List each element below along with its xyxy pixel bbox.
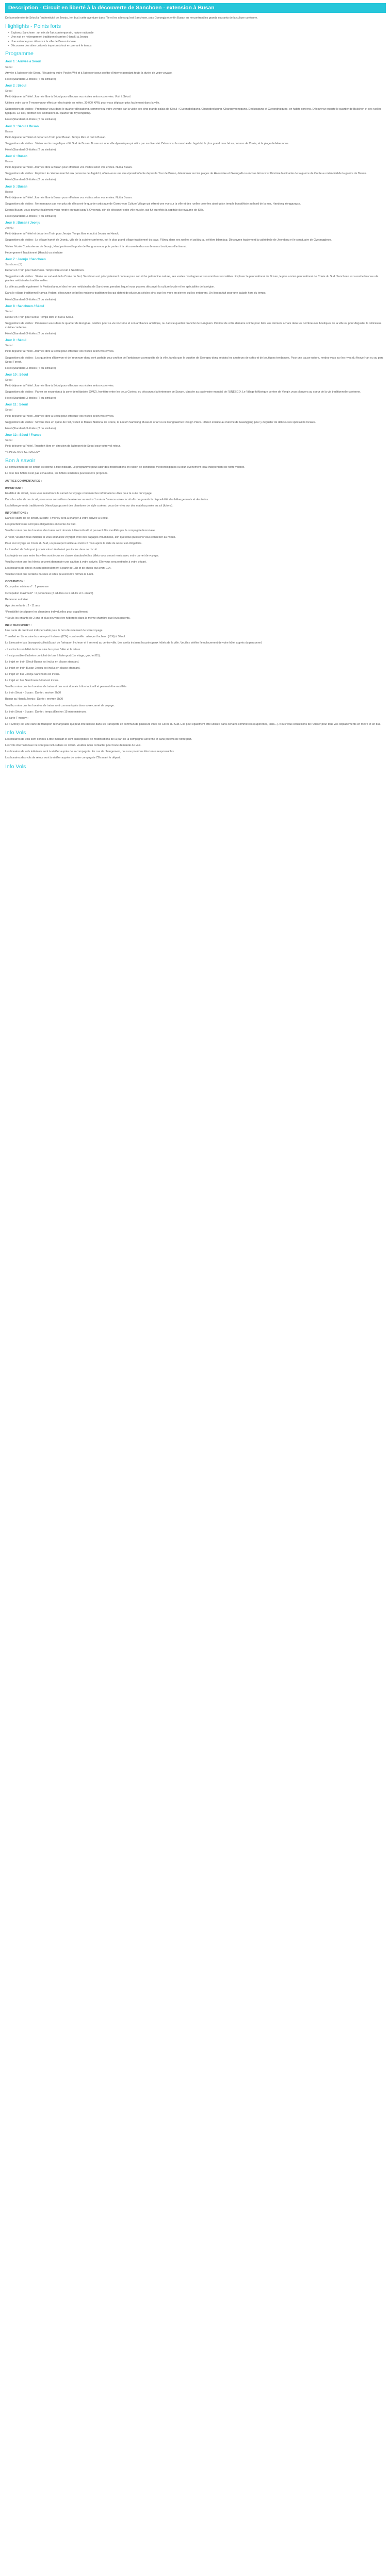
occupation-paragraph: **Seuls les enfants de 2 ans et plus peuvent être hébergés dans la même chambre que leurs parents. xyxy=(5,616,131,620)
day-title: Jour 8 : Sanchoen / Séoul xyxy=(5,304,44,308)
day-paragraph: Retour en Train pour Séoul. Temps libre et nuit à Séoul. xyxy=(5,315,74,319)
transport-paragraph: Veuillez noter que les horaires de trains et bus sont donnés à titre indicatif et peuvent être modifiés. xyxy=(5,685,127,689)
important-paragraph: En début de circuit, nous vous remettrons le carnet de voyage contenant les informations utiles pour la suite du voyage. xyxy=(5,492,153,495)
day-paragraph: Petit-déjeuner à l'hôtel. Journée libre à Séoul pour effectuer vos visites selon vos envies. xyxy=(5,414,115,418)
day-block xyxy=(5,60,386,81)
day-place: Busan xyxy=(5,130,13,133)
occupation-paragraph: Âge des enfants : 2 - 11 ans xyxy=(5,604,40,607)
day-paragraph: Hôtel (Standard) 3 étoiles (T ou similaire) xyxy=(5,215,56,218)
info-vols-heading: Info Vols xyxy=(5,729,26,736)
programme-heading: Programme xyxy=(5,50,34,57)
day-paragraph: Suggestions de visites : Le village hanok de Jeonju, ville de la cuisine coréenne, est le plus grand village traditionnel du pays. Flânez dans ses ruelles et goûtez au célèbre bibimbap. Découvrez également la cathédrale de Jeondong et le sanctuaire de Gyeonggijeon. xyxy=(5,239,332,242)
day-place: Séoul xyxy=(5,438,12,442)
bon-a-savoir-para: Le déroulement de ce circuit est donné à titre indicatif. Le programme peut subir des modifications en raison de conditions météorologiques ou d'un événement local indépendant de notre volonté. xyxy=(5,466,245,469)
highlights-heading: Highlights - Points forts xyxy=(5,23,61,29)
day-title: Jour 3 : Séoul / Busan xyxy=(5,124,39,128)
day-block xyxy=(5,155,386,182)
day-paragraph: Hôtel (Standard) 3 étoiles (T ou similaire) xyxy=(5,397,56,400)
transport-paragraph: Le trajet en bus Jeonju-Sanchoen est inclus. xyxy=(5,672,60,676)
info-vols-paragraph: Les horaires de vols intérieurs sont à vérifier auprès de la compagnie. En cas de changement, nous ne pourrons être tenus responsables. xyxy=(5,750,175,754)
day-place: Jeonju xyxy=(5,227,13,230)
intro-text: De la modernité de Séoul à l'authenticité de Jeonju, (en bus) cette aventure dans l'île et les arbres qu'est Sanchoen, puis Gyeongju et enfin Busan en rencontrant les grands courants de la culture coréenne. xyxy=(5,16,258,20)
day-block xyxy=(5,373,386,401)
day-title: Jour 4 : Busan xyxy=(5,155,27,159)
transport-paragraph: Le trajet en bus Sanchoen-Séoul est inclus. xyxy=(5,679,59,683)
page-title: Description - Circuit en liberté à la découverte de Sanchoen - extension à Busan xyxy=(8,5,215,11)
day-paragraph: Hôtel (Standard) 3 étoiles (T ou similaire) xyxy=(5,298,56,301)
info-vols-heading-2: Info Vols xyxy=(5,763,26,770)
informations-paragraph: Dans le cadre de ce circuit, la carte T-money sera à charger à votre arrivée à Séoul. xyxy=(5,517,109,520)
day-title: Jour 7 : Jeonju / Sanchoen xyxy=(5,257,46,261)
occupation-paragraph: Occupation minimum* : 1 personne xyxy=(5,585,49,589)
transport-paragraph: Le trajet en train Séoul-Busan est inclus en classe standard. xyxy=(5,660,79,664)
day-block xyxy=(5,433,386,454)
day-paragraph: Suggestions de visites : Explorez le célèbre marché aux poissons de Jagalchi, offrez-vous une vue époustouflante depuis la Tour de Busan, déambulez sur les plages de Haeundae et Gwangalli ou encore découvrez l'histoire fascinante de la guerre de Corée au mémorial de la guerre de Busan. xyxy=(5,172,367,176)
informations-paragraph: Pour tout voyage en Corée du Sud, un passeport valide au moins 6 mois après la date de retour est obligatoire. xyxy=(5,541,142,545)
informations-paragraph: Le transfert de l'aéroport jusqu'à votre hôtel n'est pas inclus dans ce circuit. xyxy=(5,548,98,551)
transport-paragraph: Veuillez noter que les horaires de trains sont communiqués dans votre carnet de voyage. xyxy=(5,704,115,707)
day-paragraph: Hôtel (Standard) 3 étoiles (T ou similaire) xyxy=(5,118,56,122)
day-title: Jour 12 : Séoul / France xyxy=(5,433,41,437)
day-block xyxy=(5,125,386,152)
occupation-heading: OCCUPATION : xyxy=(5,580,25,584)
important-paragraph: Les hébergements traditionnels (Hanok) proposent des chambres de style coréen : vous dormirez sur des matelas posés au sol (futons). xyxy=(5,504,173,507)
info-transport-heading: INFO TRANSPORT : xyxy=(5,624,32,628)
highlight-item: • Une nuit en hébergement traditionnel coréen (Hanok) à Jeonju xyxy=(8,35,386,39)
day-block xyxy=(5,304,386,336)
day-title: Jour 1 : Arrivée à Séoul xyxy=(5,60,41,64)
transport-paragraph: Transfert en Limousine bus aéroport Incheon (ICN) - centre-ville : aéroport Incheon (ICN) à Séoul. xyxy=(5,635,126,639)
day-block xyxy=(5,338,386,370)
day-paragraph: Petit-déjeuner à l'hôtel. Journée libre à Busan pour effectuer vos visites selon vos envies. Nuit à Busan. xyxy=(5,166,133,170)
day-paragraph: Hôtel (Standard) 3 étoiles (T ou similaire) xyxy=(5,77,56,81)
day-paragraph: Hôtel (Standard) 3 étoiles (T ou similaire) xyxy=(5,366,56,370)
day-paragraph: Départ en Train pour Sanchoen. Temps libre et nuit à Sanchoen. xyxy=(5,268,85,272)
important-heading: IMPORTANT : xyxy=(5,486,23,490)
day-paragraph: Petit-déjeuner à l'hôtel. Journée libre à Busan pour effectuer vos visites selon vos envies. Nuit à Busan. xyxy=(5,196,133,199)
informations-paragraph: Les pourboires ne sont pas obligatoires en Corée du Sud. xyxy=(5,523,76,527)
day-block xyxy=(5,221,386,255)
day-place: Séoul xyxy=(5,65,12,69)
day-title: Jour 6 : Busan / Jeonju xyxy=(5,221,41,225)
day-paragraph: Hôtel (Standard) 3 étoiles (T ou similaire) xyxy=(5,332,56,336)
day-block xyxy=(5,403,386,431)
day-block xyxy=(5,84,386,122)
day-place: Séoul xyxy=(5,409,12,412)
day-paragraph: Utilisez votre carte T-money pour effectuer des trajets en métro. 30 000 KRW pour vous déplacer plus facilement dans la ville. xyxy=(5,101,160,105)
day-place: Sanchoen (S) xyxy=(5,263,22,266)
day-title: Jour 9 : Séoul xyxy=(5,338,26,343)
day-title: Jour 2 : Séoul xyxy=(5,83,26,88)
day-paragraph: Suggestions de visites : Située au sud-est de la Corée du Sud, Sanchoen est principalement connue pour son riche patrimoine naturel, ses vastes montagnes et ses nombreuses vallées. Explorez le parc national de Jirisan, le plus ancien parc national de Corée du Sud. Sanchoen est aussi le berceau de plantes médicinales traditionnelles. xyxy=(5,275,379,283)
day-paragraph: Hébergement Traditionnel (Hanok) ou similaire xyxy=(5,251,63,255)
day-block xyxy=(5,185,386,219)
informations-paragraph: À noter, veuillez nous indiquer si vous souhaitez voyager avec des bagages volumineux, afin que nous puissions vous conseiller au mieux. xyxy=(5,535,176,539)
day-paragraph: Petit-déjeuner à l'hôtel et départ en Train pour Busan. Temps libre et nuit à Busan. xyxy=(5,135,106,139)
day-paragraph: Arrivée à l'aéroport de Séoul. Récupérez votre Pocket Wifi et à l'aéroport pour profiter d'internet pendant toute la durée de votre voyage. xyxy=(5,71,173,75)
day-place: Séoul xyxy=(5,89,12,93)
informations-block xyxy=(5,516,386,577)
day-paragraph: Depuis Busan, vous pouvez également vous rendre en train jusqu'à Gyeongju afin de découvrir cette ville musée, qui fut autrefois la capitale du royaume de Silla. xyxy=(5,208,204,212)
highlight-item: • Découvrez des sites culturels importants tout en prenant le temps xyxy=(8,44,386,48)
important-paragraph: Dans le cadre de ce circuit, nous vous conseillons de réserver au moins 1 mois à l'avance votre circuit afin de garantir la disponibilité des hébergements et des trains. xyxy=(5,498,209,501)
day-paragraph: Suggestions de visites : Les quartiers d'Itaewon et de Yeonnam-dong sont parfaits pour profiter de l'ambiance cosmopolite de la ville, tandis que le quartier de Seongsu-dong séduira les amateurs de cafés et de boutiques tendances. Pour une pause nature, rendez-vous sur les rives du fleuve Han ou au parc Seoul Forest. xyxy=(5,356,384,364)
day-paragraph: Dans le village traditionnel Namsa Yedam, découvrez de belles maisons traditionnelles qui datent de plusieurs siècles ainsi que les murs en pierres qui les entourent. Un lieu parfait pour une balade hors du temps. xyxy=(5,292,267,295)
informations-heading: INFORMATIONS : xyxy=(5,512,28,515)
transport-paragraph: Le train Séoul - Busan : Durée : environ 2h30 xyxy=(5,691,61,695)
transport-paragraph: Busan au Hanok Jeonju : Durée : environ 3h00 xyxy=(5,698,63,701)
autres-commentaires-heading: AUTRES COMMENTAIRES : xyxy=(5,479,42,483)
transport-paragraph: Le train Séoul - Busan : Durée : temps (Environ 15 min) minimum. xyxy=(5,710,87,714)
highlight-item: • Explorez Sanchoen : un mix de l'art contemporain, nature nationale xyxy=(8,31,386,35)
day-paragraph: Petit-déjeuner à l'hôtel. Journée libre à Séoul pour effectuer vos visites selon vos envies. xyxy=(5,384,115,387)
highlight-item: • Une antenne pour découvrir la ville de Busan incluse xyxy=(8,40,386,44)
day-place: Séoul xyxy=(5,378,12,382)
day-paragraph: Suggestions de visites : Ne manquez pas non plus de découvrir le quartier artistique de Gamcheon Culture Village qui offrent une vue sur la ville et des ruelles colorées ainsi qu'un temple bouddhiste au bord de la mer, Haedong Yonggungsa. xyxy=(5,202,301,206)
transport-paragraph: La carte T-money : xyxy=(5,716,28,720)
day-block xyxy=(5,258,386,302)
important-block xyxy=(5,492,386,508)
info-vols-paragraph: Les horaires des vols de retour sont à vérifier auprès de votre compagnie 72h avant le départ. xyxy=(5,756,121,760)
day-paragraph: Suggestions de visites : Si vous êtes en quête de l'art, visitez le Musée National de Corée, le Leeum Samsung Museum of Art ou le Dongdaemun Design Plaza. Flânez ensuite au marché de Gwangjang pour y déguster de délicieuses spécialités locales. xyxy=(5,420,316,424)
day-paragraph: Petit-déjeuner à l'hôtel. Journée libre à Séoul pour effectuer vos visites selon vos envies. Visit à Séoul. xyxy=(5,95,132,99)
day-paragraph: Hôtel (Standard) 3 étoiles (T ou similaire) xyxy=(5,178,56,182)
occupation-paragraph: Occupation maximum* : 2 personnes (2 adultes ou 1 adulte et 1 enfant) xyxy=(5,591,93,595)
transport-paragraph: La Limousine bus (transport collectif) part de l'aéroport Incheon et il se rend au centre-ville. Les arrêts incluent les principaux hôtels de la ville. Veuillez vérifier l'emplacement de votre hôtel auprès du personnel. xyxy=(5,641,263,645)
informations-paragraph: Veuillez noter que les horaires des trains sont donnés à titre indicatif et peuvent être modifiés par la compagnie ferroviaire. xyxy=(5,529,156,533)
page xyxy=(0,0,391,782)
highlights-list xyxy=(8,31,386,48)
informations-paragraph: Veuillez noter que les hôtels peuvent demander une caution à votre arrivée. Elle vous sera restituée à votre départ. xyxy=(5,560,147,564)
programme-days xyxy=(5,60,386,454)
occupation-paragraph: *Possibilité de séparer les chambres individuelles pour supplément. xyxy=(5,610,89,614)
info-vols-paragraph: Les horaires de vols sont donnés à titre indicatif et sont susceptibles de modifications de la part de la compagnie aérienne et sans préavis de notre part. xyxy=(5,738,192,741)
day-paragraph: Suggestions de visites : Partez en excursion à la zone démilitarisée (DMZ), frontière entre les deux Corées, ou découvrez la forteresse de Suwon, classée au patrimoine mondial de l'UNESCO. Le Village folklorique coréen de Yongin vous plongera au coeur de la vie traditionnelle coréenne. xyxy=(5,391,361,394)
info-vols-block xyxy=(5,737,386,760)
day-paragraph: Suggestions de visites : Visitez sur le magnifique côté Sud de Busan, Busan est une ville dynamique qui attire par sa diversité. Découvrez le marché de Jagalchi, le plus grand marché au poisson de Corée, et la plage de Haeundae. xyxy=(5,142,289,145)
bon-a-savoir-para: La liste des hôtels n'est pas exhaustive, les hôtels similaires peuvent être proposés. xyxy=(5,472,108,476)
day-paragraph: **FIN DE NOS SERVICES** xyxy=(5,451,40,454)
day-place: Séoul xyxy=(5,310,12,313)
bon-a-savoir-heading: Bon à savoir xyxy=(5,457,36,464)
informations-paragraph: Veuillez noter que certains musées et sites peuvent être fermés le lundi. xyxy=(5,573,94,577)
day-title: Jour 10 : Séoul xyxy=(5,372,28,377)
day-paragraph: Petit-déjeuner à l'hôtel. Transfert libre en direction de l'aéroport de Séoul pour votre vol retour. xyxy=(5,445,121,448)
title-banner xyxy=(5,3,386,13)
informations-paragraph: Les trajets en train entre les villes sont inclus en classe standard et les billets vous seront remis avec votre carnet de voyage. xyxy=(5,554,159,557)
info-vols-paragraph: Les vols internationaux ne sont pas inclus dans ce circuit. Veuillez nous contacter pour toute demande de vols. xyxy=(5,744,141,748)
transport-paragraph: Une carte de crédit est indispensable pour le bon déroulement de votre voyage. xyxy=(5,629,103,633)
day-paragraph: La ville accueille également le Festival annuel des herbes médicinales de Sanchoen, pendant lequel vous pourrez découvrir la culture locale et les spécialités de la région. xyxy=(5,285,215,289)
transport-paragraph: La T-Money est une carte de transport rechargeable qui peut être utilisée dans les transports en commun de plusieurs villes de Corée du Sud. Elle peut également être utilisée dans certains commerces (supérettes, taxis...). Nous vous conseillons de l'utiliser pour tous vos déplacements en métro et en bus. xyxy=(5,722,381,726)
occupation-paragraph: Bébé non autorisé xyxy=(5,598,28,601)
day-place: Séoul xyxy=(5,344,12,348)
day-paragraph: Hôtel (Standard) 3 étoiles (T ou similaire) xyxy=(5,427,56,430)
transport-paragraph: Le trajet en train Busan-Jeonju est inclus en classe standard. xyxy=(5,666,80,670)
day-place: Busan xyxy=(5,160,13,164)
day-title: Jour 11 : Séoul xyxy=(5,403,28,407)
transport-paragraph: - Il est inclus un billet de limousine bus pour l'aller et le retour. xyxy=(5,648,81,651)
occupation-block xyxy=(5,585,386,620)
day-title: Jour 5 : Busan xyxy=(5,184,27,189)
day-paragraph: Petit-déjeuner à l'hôtel. Journée libre à Séoul pour effectuer vos visites selon vos envies. xyxy=(5,350,115,353)
informations-paragraph: Les horaires de check-in sont généralement à partir de 15h et de check-out avant 11h. xyxy=(5,567,111,570)
day-paragraph: Petit-déjeuner à l'hôtel et départ en Train pour Jeonju. Temps libre et nuit à Jeonju en Hanok. xyxy=(5,232,120,236)
day-place: Busan xyxy=(5,190,13,194)
day-paragraph: Visitez l'école Confucéenne de Jeonju, Hanbyeokru et la porte de Pungnammun, puis partez à la découverte des nombreuses boutiques d'artisanat. xyxy=(5,245,187,248)
transport-paragraph: - Il est possible d'acheter un ticket de bus à l'aéroport (1er étage, guichet B1). xyxy=(5,654,101,657)
day-paragraph: Suggestions de visites : Promenez-vous dans le quartier d'Insadong, commencez votre voyage par la visite des cinq grands palais de Séoul : Gyeongbokgung, Changdeokgung, Changgyeonggung, Deoksugung et Gyeonghuigung, en habits coréens. Découvrez ensuite le quartier de Bukchon et ses ruelles typiques. Le soir, profitez des animations du quartier de Myeongdong. xyxy=(5,108,382,115)
day-paragraph: Hôtel (Standard) 3 étoiles (T ou similaire) xyxy=(5,148,56,151)
day-paragraph: Suggestions de visites : Promenez-vous dans le quartier de Hongdae, célèbre pour sa vie nocturne et son ambiance artistique, ou dans le quartier branché de Gangnam. Profitez de votre dernière soirée pour faire vos derniers achats dans les nombreuses boutiques de la ville ou pour déguster la délicieuse cuisine coréenne. xyxy=(5,321,382,329)
info-transport-block xyxy=(5,629,386,726)
